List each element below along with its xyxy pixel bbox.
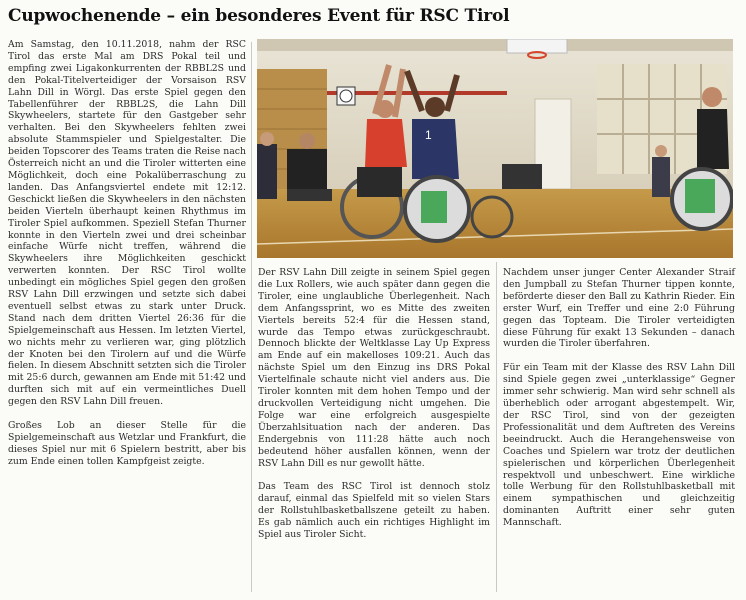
article-column-1 xyxy=(8,39,246,480)
jersey-number: 1 xyxy=(425,128,432,142)
paragraph: Der RSV Lahn Dill zeigte in seinem Spiel gegen die Lux Rollers, wie auch später dann gegen die Tiroler, eine unglaubliche Überlegenheit. Nach dem Anfangssprint, wo es Mitte des zweiten Viertels bereits 52:4 für die Hessen stand, wurde das Tempo etwas zurückgeschraubt. Dennoch blickte der Weltklasse Lay Up Express am Ende auf ein makelloses 109:21. Auch das nächste Spiel um den Einzug ins DRS Pokal Viertelfinale schaute nicht viel anders aus. Die Tiroler konnten mit dem hohen Tempo und der druckvollen Verteidigung nicht umgehen. Die Folge war eine erfolgreich ausgespielte Überzahlsituation nach der anderen. Das Endergebnis von 111:28 hätte auch noch bedeutend höher ausfallen können, wenn der RSV Lahn Dill es nur gewollt hätte. xyxy=(258,267,490,469)
paragraph: Nachdem unser junger Center Alexander Straif den Jumpball zu Stefan Thurner tippen konnte, beförderte dieser den Ball zu Kathrin Rieder. Ein erster Wurf, ein Treffer und eine 2:0 Führung gegen das Topteam. Die Tiroler verteidigten diese Führung für exakt 13 Sekunden – danach wurden die Tiroler überfahren. xyxy=(503,267,735,350)
wheelchair-basketball-photo xyxy=(257,39,733,258)
paragraph: Großes Lob an dieser Stelle für die Spielgemeinschaft aus Wetzlar und Frankfurt, die dieses Spiel nur mit 6 Spielern bestritt, aber bis zum Ende einen tollen Kampfgeist zeigte. xyxy=(8,420,246,467)
paragraph: Für ein Team mit der Klasse des RSV Lahn Dill sind Spiele gegen zwei „unterklassige“ Gegner immer sehr schwierig. Man wird sehr schnell als überheblich oder arrogant abgestempelt. Wir, der RSC Tirol, sind von der gezeigten Professionalität und dem Auftreten des Vereins beeindruckt. Auch die Herangehensweise von Coaches und Spielern war trotz der deutlichen spielerischen und körperlichen Überlegenheit respektvoll und unbeschwert. Eine wirkliche tolle Werbung für den Rollstuhlbasketball mit einem sympathischen und gleichzeitig dominanten Auftritt einer sehr guten Mannschaft. xyxy=(503,362,735,529)
article-column-2 xyxy=(258,267,490,553)
column-divider xyxy=(496,262,497,592)
paragraph: Das Team des RSC Tirol ist dennoch stolz darauf, einmal das Spielfeld mit so vielen Stars der Rollstuhlbasketballszene geteilt zu haben. Es gab nämlich auch ein richtiges Highlight im Spiel aus Tiroler Sicht. xyxy=(258,481,490,541)
paragraph: Am Samstag, den 10.11.2018, nahm der RSC Tirol das erste Mal am DRS Pokal teil und empfing zwei Ligakonkurrenten der RBBL2S und den Pokal-Titelverteidiger der Vorsaison RSV Lahn Dill in Wörgl. Das erste Spiel gegen den Tabellenführer der RBBL2S, die Lahn Dill Skywheelers, startete für den Gastgeber sehr verhalten. Bei den Skywheelers fehlten zwei absolute Stammspieler und Spielgestalter. Die beiden Topscorer des Teams traten die Reise nach Österreich nicht an und die Tiroler witterten eine Möglichkeit, doch eine Pokalüberraschung zu landen. Das Anfangsviertel endete mit 12:12. Geschickt ließen die Skywheelers in den nächsten beiden Vierteln überhaupt keinen Rhythmus im Tiroler Spiel aufkommen. Speziell Stefan Thurner konnte in den Vierteln zwei und drei scheinbar einfache Würfe nicht treffen, während die Skywheelers ihre Möglichkeiten geschickt verwerten konnten. Der RSC Tirol wollte unbedingt ein mögliches Spiel gegen den großen RSV Lahn Dill erzwingen und setzte sich dabei eventuell selbst etwas zu stark unter Druck. Stand nach dem dritten Viertel 26:36 für die Spielgemeinschaft aus Hessen. Im letzten Viertel, wo nichts mehr zu verlieren war, ging plötzlich der Knoten bei den Tirolern auf und die Würfe fielen. In diesem Abschnitt setzten sich die Tiroler mit 25:6 durch, gewannen am Ende mit 51:42 und durften sich mit auf ein vermeintliches Duell gegen den RSV Lahn Dill freuen. xyxy=(8,39,246,408)
column-divider xyxy=(251,42,252,592)
headline: Cupwochenende – ein besonderes Event für RSC Tirol xyxy=(8,6,510,26)
article-column-3 xyxy=(503,267,735,541)
